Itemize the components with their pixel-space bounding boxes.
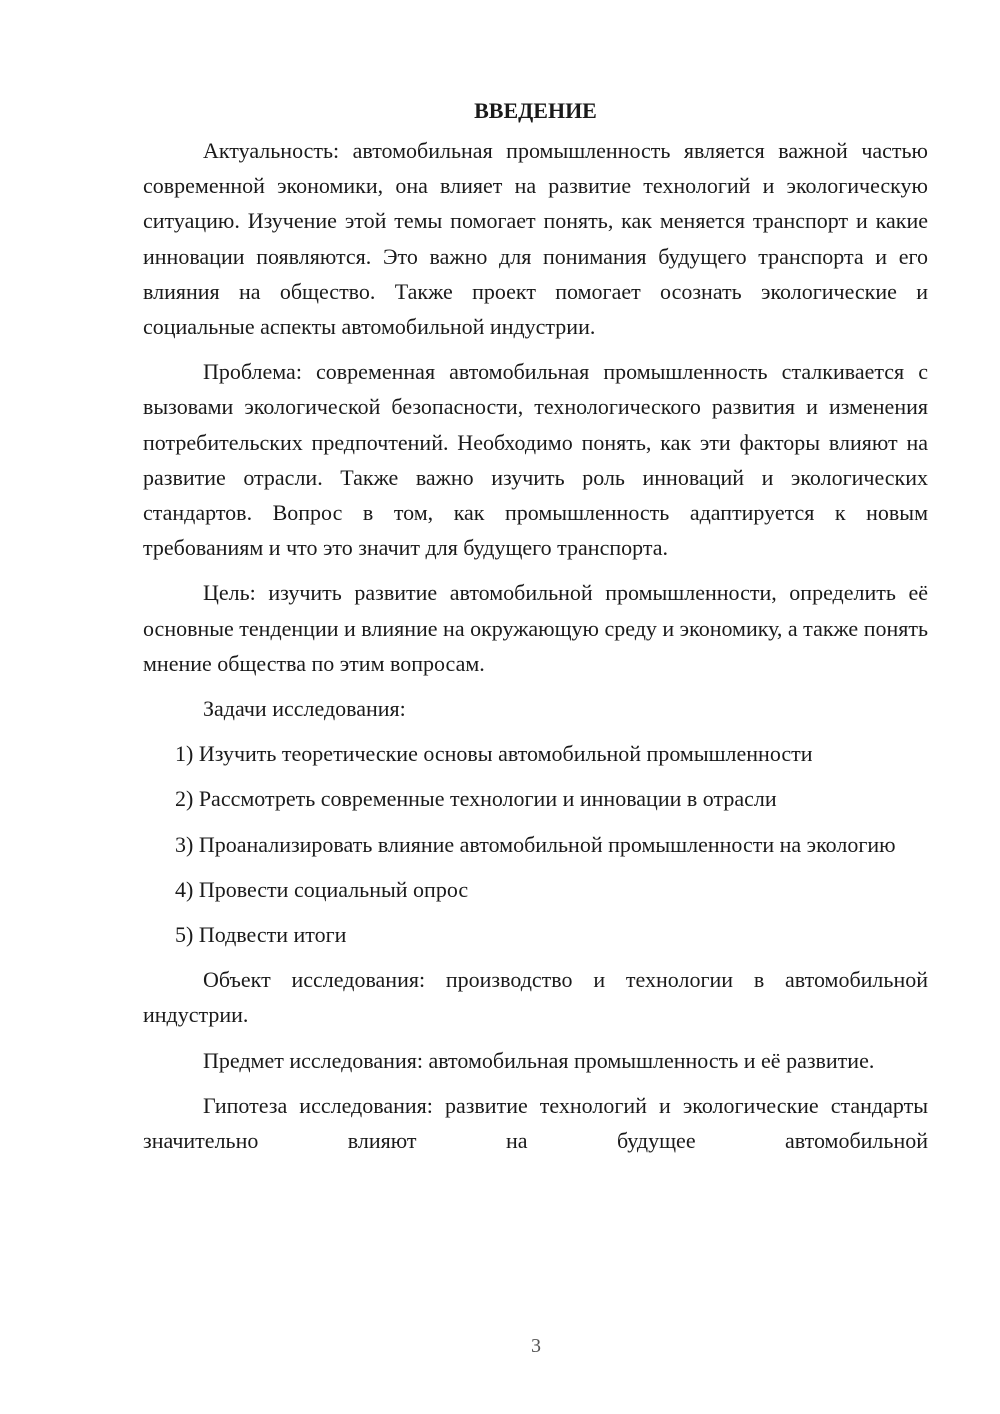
- list-item-task-1: 1) Изучить теоретические основы автомобильной промышленности: [175, 741, 813, 767]
- list-item-task-5: 5) Подвести итоги: [175, 922, 347, 948]
- list-item-task-4: 4) Провести социальный опрос: [175, 876, 469, 902]
- paragraph-actuality: Актуальность: автомобильная промышленность является важной частью современной экономики, она влияет на развитие технологий и экологическую ситуацию. Изучение этой темы помогает понять, как меняется транспорт и какие инновации появляются. Это важно для понимания будущего транспорта и его влияния на общество. Также проект помогает осознать экологические и социальные аспекты автомобильной индустрии.: [143, 138, 928, 340]
- paragraph-hypothesis: Гипотеза исследования: развитие технологий и экологические стандарты значительно влияют на будущее автомобильной: [143, 1092, 928, 1154]
- page-content: [143, 97, 928, 1168]
- list-item-task-3: 3) Проанализировать влияние автомобильной промышленности на экологию: [175, 831, 896, 857]
- list-item-task-2: 2) Рассмотреть современные технологии и инновации в отрасли: [175, 786, 777, 812]
- paragraph-problem: Проблема: современная автомобильная промышленность сталкивается с вызовами экологической безопасности, технологического развития и изменения потребительских предпочтений. Необходимо понять, как эти факторы влияют на развитие отрасли. Также важно изучить роль инноваций и экологических стандартов. Вопрос в том, как промышленность адаптируется к новым требованиям и что это значит для будущего транспорта.: [143, 359, 928, 561]
- paragraph-goal: Цель: изучить развитие автомобильной промышленности, определить её основные тенденции и влияние на окружающую среду и экономику, а также понять мнение общества по этим вопросам.: [143, 580, 929, 676]
- paragraph-object: Объект исследования: производство и технологии в автомобильной индустрии.: [143, 967, 928, 1028]
- page-number: 3: [531, 1335, 541, 1357]
- paragraph-subject: Предмет исследования: автомобильная промышленность и её развитие.: [203, 1047, 875, 1073]
- tasks-heading: Задачи исследования:: [203, 696, 406, 722]
- section-title: ВВЕДЕНИЕ: [474, 98, 597, 123]
